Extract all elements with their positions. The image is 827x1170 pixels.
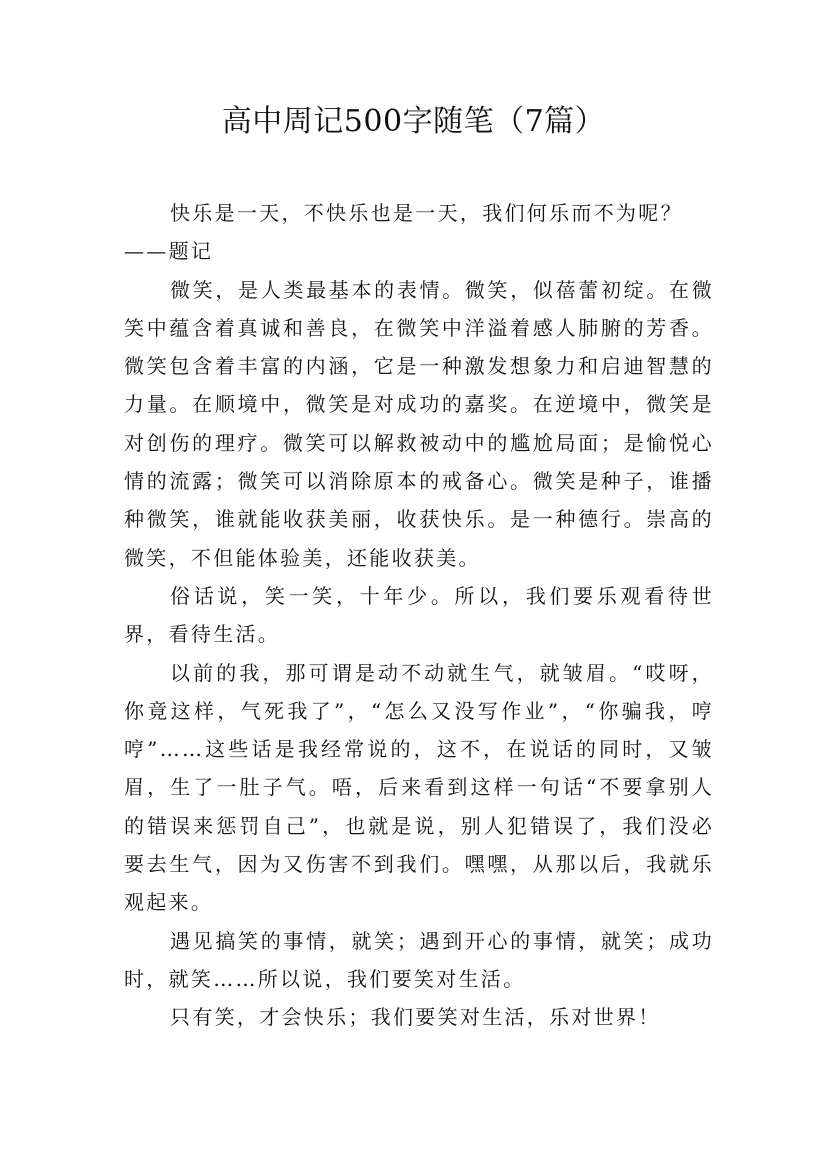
epigraph-text: 快乐是一天，不快乐也是一天，我们何乐而不为呢？ bbox=[170, 201, 683, 225]
paragraph-past-self: 以前的我，那可谓是动不动就生气，就皱眉。“哎呀，你竟这样，气死我了”，“怎么又没写作业”，“你骗我，哼哼”……这些话是我经常说的，这不，在说话的同时，又皱眉，生了一肚子气。唔，后来看到这样一句话“不要拿别人的错误来惩罚自己”，也就是说，别人犯错误了，我们没必要去生气，因为又伤害不到我们。嘿嘿，从那以后，我就乐观起来。 bbox=[124, 660, 714, 915]
paragraph-smile: 微笑，是人类最基本的表情。微笑，似蓓蕾初绽。在微笑中蕴含着真诚和善良，在微笑中洋溢着感人肺腑的芳香。微笑包含着丰富的内涵，它是一种激发想象力和启迪智慧的力量。在顺境中，微笑是对成功的嘉奖。在逆境中，微笑是对创伤的理疗。微笑可以解救被动中的尴尬局面；是愉悦心情的流露；微笑可以消除原本的戒备心。微笑是种子，谁播种微笑，谁就能收获美丽，收获快乐。是一种德行。崇高的微笑，不但能体验美，还能收获美。 bbox=[124, 277, 714, 570]
document-title: 高中周记500字随笔（7篇） bbox=[221, 104, 606, 139]
epigraph-attribution: ——题记 bbox=[124, 239, 214, 264]
paragraph-laugh: 遇见搞笑的事情，就笑；遇到开心的事情，就笑；成功时，就笑……所以说，我们要笑对生活。 bbox=[124, 928, 714, 991]
document-body bbox=[124, 194, 714, 1037]
paragraph-proverb: 俗话说，笑一笑，十年少。所以，我们要乐观看待世界，看待生活。 bbox=[124, 583, 714, 647]
paragraph-conclusion: 只有笑，才会快乐；我们要笑对生活，乐对世界！ bbox=[170, 1005, 661, 1030]
